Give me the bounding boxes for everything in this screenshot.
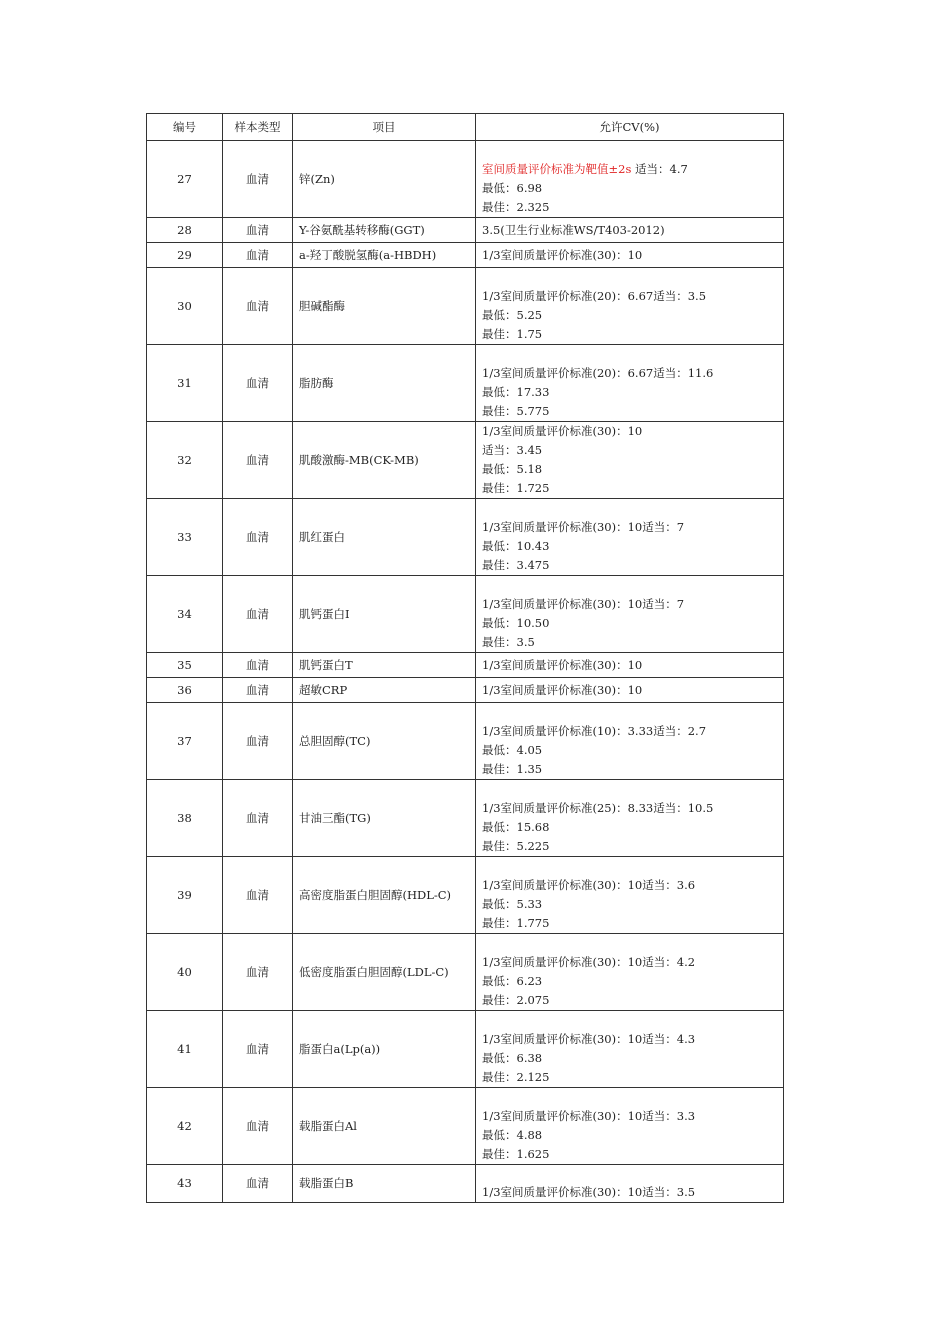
cv-line [482, 741, 777, 760]
table-row [147, 703, 784, 780]
cv-line-text: 最低：5.25 [482, 308, 543, 322]
cv-line-text: 1/3室间质量评价标准(30)：10适当：3.6 [482, 878, 696, 892]
cell-allowed-cv [476, 576, 784, 653]
cell-sample-type: 血清 [223, 422, 293, 499]
table-row [147, 268, 784, 345]
cell-number: 32 [147, 422, 223, 499]
cell-sample-type: 血清 [223, 243, 293, 268]
cell-item: 肌钙蛋白T [293, 653, 476, 678]
cv-line [482, 179, 777, 198]
cell-number: 31 [147, 345, 223, 422]
cell-number: 41 [147, 1011, 223, 1088]
cell-item: 甘油三酯(TG) [293, 780, 476, 857]
cell-item: 肌红蛋白 [293, 499, 476, 576]
cell-number: 29 [147, 243, 223, 268]
cell-number: 30 [147, 268, 223, 345]
cv-line [482, 246, 777, 265]
cv-line-text: 适当：3.45 [482, 443, 543, 457]
cell-number: 38 [147, 780, 223, 857]
table-row [147, 422, 784, 499]
cv-line [482, 221, 777, 240]
cell-allowed-cv [476, 243, 784, 268]
cell-number: 27 [147, 141, 223, 218]
cell-number: 36 [147, 678, 223, 703]
cell-item: 高密度脂蛋白胆固醇(HDL-C) [293, 857, 476, 934]
cv-line [482, 972, 777, 991]
cv-line [482, 1030, 777, 1049]
cell-allowed-cv [476, 268, 784, 345]
table-header-row [147, 114, 784, 141]
table-row [147, 576, 784, 653]
header-allowed-cv: 允许CV(%) [476, 114, 784, 141]
cell-sample-type: 血清 [223, 653, 293, 678]
cell-item: 载脂蛋白Al [293, 1088, 476, 1165]
table-row [147, 857, 784, 934]
cell-sample-type: 血清 [223, 499, 293, 576]
quality-control-table [146, 113, 784, 1203]
cell-sample-type: 血清 [223, 1011, 293, 1088]
cv-line [482, 837, 777, 856]
cell-item: 肌钙蛋白I [293, 576, 476, 653]
cell-sample-type: 血清 [223, 1165, 293, 1203]
cv-line-text: 1/3室间质量评价标准(30)：10 [482, 657, 643, 672]
cell-allowed-cv [476, 422, 784, 499]
cell-sample-type: 血清 [223, 268, 293, 345]
cell-allowed-cv [476, 857, 784, 934]
cv-line [482, 595, 777, 614]
table-row [147, 218, 784, 243]
cv-line [482, 460, 777, 479]
cell-allowed-cv [476, 703, 784, 780]
cell-number: 40 [147, 934, 223, 1011]
cv-line-text: 最佳：3.5 [482, 635, 535, 649]
header-sample-type: 样本类型 [223, 114, 293, 141]
table-row [147, 1088, 784, 1165]
table-row [147, 780, 784, 857]
cv-line [482, 556, 777, 575]
cv-line [482, 383, 777, 402]
cv-line-text: 1/3室间质量评价标准(10)：3.33适当：2.7 [482, 724, 707, 738]
cell-allowed-cv [476, 780, 784, 857]
table-row [147, 653, 784, 678]
cv-line [482, 1126, 777, 1145]
cv-line-text: 最佳：1.75 [482, 327, 543, 341]
cv-line-text: 最佳：2.075 [482, 993, 550, 1007]
cv-line-text: 最佳：1.625 [482, 1147, 550, 1161]
cv-line [482, 914, 777, 933]
cv-line-suffix: 适当：4.7 [631, 162, 688, 176]
cv-line-text: 1/3室间质量评价标准(20)：6.67适当：11.6 [482, 366, 714, 380]
cv-line-text: 最低：5.18 [482, 462, 543, 476]
cell-item: 脂蛋白a(Lp(a)) [293, 1011, 476, 1088]
cv-line-text: 1/3室间质量评价标准(30)：10适当：4.3 [482, 1032, 696, 1046]
cv-line [482, 1107, 777, 1126]
cv-line [482, 479, 777, 498]
cv-line-text: 最低：4.05 [482, 743, 543, 757]
cell-item: 超敏CRP [293, 678, 476, 703]
cv-line-text: 室间质量评价标准为靶值±2s [482, 162, 632, 176]
cv-line-text: 最佳：1.725 [482, 481, 550, 495]
cv-line-text: 最低：6.38 [482, 1051, 543, 1065]
cell-number: 28 [147, 218, 223, 243]
cell-allowed-cv [476, 218, 784, 243]
cv-line [482, 818, 777, 837]
header-item: 项目 [293, 114, 476, 141]
cv-line-text: 最低：5.33 [482, 897, 543, 911]
cell-allowed-cv [476, 345, 784, 422]
cv-line-text: 最佳：1.35 [482, 762, 543, 776]
cv-line [482, 799, 777, 818]
cv-line-text: 最低：4.88 [482, 1128, 543, 1142]
cv-line [482, 287, 777, 306]
cv-line-text: 1/3室间质量评价标准(25)：8.33适当：10.5 [482, 801, 714, 815]
cell-sample-type: 血清 [223, 218, 293, 243]
cell-sample-type: 血清 [223, 934, 293, 1011]
cv-line-text: 最低：6.23 [482, 974, 543, 988]
cv-line [482, 441, 777, 460]
cv-line-text: 1/3室间质量评价标准(30)：10适当：3.5 [482, 1185, 696, 1199]
cell-item: 脂肪酶 [293, 345, 476, 422]
cv-line [482, 1183, 777, 1202]
cv-line [482, 364, 777, 383]
cv-line-text: 1/3室间质量评价标准(30)：10适当：7 [482, 520, 685, 534]
cv-line [482, 633, 777, 652]
cv-line [482, 1068, 777, 1087]
cell-number: 37 [147, 703, 223, 780]
cv-line-text: 最低：10.43 [482, 539, 550, 553]
cell-item: 低密度脂蛋白胆固醇(LDL-C) [293, 934, 476, 1011]
cv-line [482, 681, 777, 700]
cell-sample-type: 血清 [223, 345, 293, 422]
cv-line-text: 最佳：3.475 [482, 558, 550, 572]
cv-line [482, 402, 777, 421]
cell-allowed-cv [476, 1011, 784, 1088]
cv-line-text: 最佳：2.325 [482, 200, 550, 214]
cell-allowed-cv [476, 1165, 784, 1203]
cv-line-text: 1/3室间质量评价标准(20)：6.67适当：3.5 [482, 289, 707, 303]
table-row [147, 678, 784, 703]
cv-line-text: 1/3室间质量评价标准(30)：10 [482, 247, 643, 262]
cell-allowed-cv [476, 141, 784, 218]
cv-line [482, 160, 777, 179]
cell-allowed-cv [476, 653, 784, 678]
cell-allowed-cv [476, 678, 784, 703]
cv-line-text: 最低：15.68 [482, 820, 550, 834]
table-row [147, 243, 784, 268]
cv-line [482, 306, 777, 325]
cell-number: 43 [147, 1165, 223, 1203]
cv-line-text: 1/3室间质量评价标准(30)：10 [482, 424, 643, 438]
cell-sample-type: 血清 [223, 780, 293, 857]
cv-line-text: 1/3室间质量评价标准(30)：10 [482, 682, 643, 697]
cell-number: 33 [147, 499, 223, 576]
cell-item: 胆碱酯酶 [293, 268, 476, 345]
cell-number: 39 [147, 857, 223, 934]
cv-line [482, 422, 777, 441]
cell-item: Y-谷氨酰基转移酶(GGT) [293, 218, 476, 243]
table-row [147, 345, 784, 422]
cell-sample-type: 血清 [223, 1088, 293, 1165]
cell-sample-type: 血清 [223, 576, 293, 653]
cv-line-text: 最佳：5.225 [482, 839, 550, 853]
cell-sample-type: 血清 [223, 678, 293, 703]
cv-line-text: 最低：6.98 [482, 181, 543, 195]
cv-line [482, 1145, 777, 1164]
table-body [147, 114, 784, 1203]
cell-sample-type: 血清 [223, 703, 293, 780]
cv-line [482, 1049, 777, 1068]
cv-line [482, 518, 777, 537]
header-number: 编号 [147, 114, 223, 141]
cell-item: 肌酸激酶-MB(CK-MB) [293, 422, 476, 499]
cv-line-text: 最佳：5.775 [482, 404, 550, 418]
cell-sample-type: 血清 [223, 141, 293, 218]
cell-sample-type: 血清 [223, 857, 293, 934]
cv-line-text: 最佳：1.775 [482, 916, 550, 930]
cv-line-text: 1/3室间质量评价标准(30)：10适当：3.3 [482, 1109, 696, 1123]
table-row [147, 499, 784, 576]
cell-item: 载脂蛋白B [293, 1165, 476, 1203]
cv-line [482, 991, 777, 1010]
cv-line-text: 最低：10.50 [482, 616, 550, 630]
cv-line [482, 614, 777, 633]
cv-line-text: 1/3室间质量评价标准(30)：10适当：4.2 [482, 955, 696, 969]
cv-line [482, 656, 777, 675]
cv-line-text: 1/3室间质量评价标准(30)：10适当：7 [482, 597, 685, 611]
cell-allowed-cv [476, 1088, 784, 1165]
cv-line [482, 198, 777, 217]
cv-line [482, 895, 777, 914]
cell-item: 总胆固醇(TC) [293, 703, 476, 780]
cell-item: a-羟丁酸脱氢酶(a-HBDH) [293, 243, 476, 268]
cell-allowed-cv [476, 934, 784, 1011]
cv-line [482, 876, 777, 895]
cv-line [482, 537, 777, 556]
table-row [147, 1011, 784, 1088]
cv-line-text: 最低：17.33 [482, 385, 550, 399]
table-row [147, 141, 784, 218]
cv-line [482, 722, 777, 741]
table-row [147, 934, 784, 1011]
cell-item: 锌(Zn) [293, 141, 476, 218]
table-row [147, 1165, 784, 1203]
cell-number: 42 [147, 1088, 223, 1165]
cell-allowed-cv [476, 499, 784, 576]
cell-number: 34 [147, 576, 223, 653]
cv-line-text: 最佳：2.125 [482, 1070, 550, 1084]
cv-line-text: 3.5(卫生行业标准WS/T403-2012) [482, 222, 665, 237]
cv-line [482, 760, 777, 779]
cv-line [482, 325, 777, 344]
cell-number: 35 [147, 653, 223, 678]
cv-line [482, 953, 777, 972]
